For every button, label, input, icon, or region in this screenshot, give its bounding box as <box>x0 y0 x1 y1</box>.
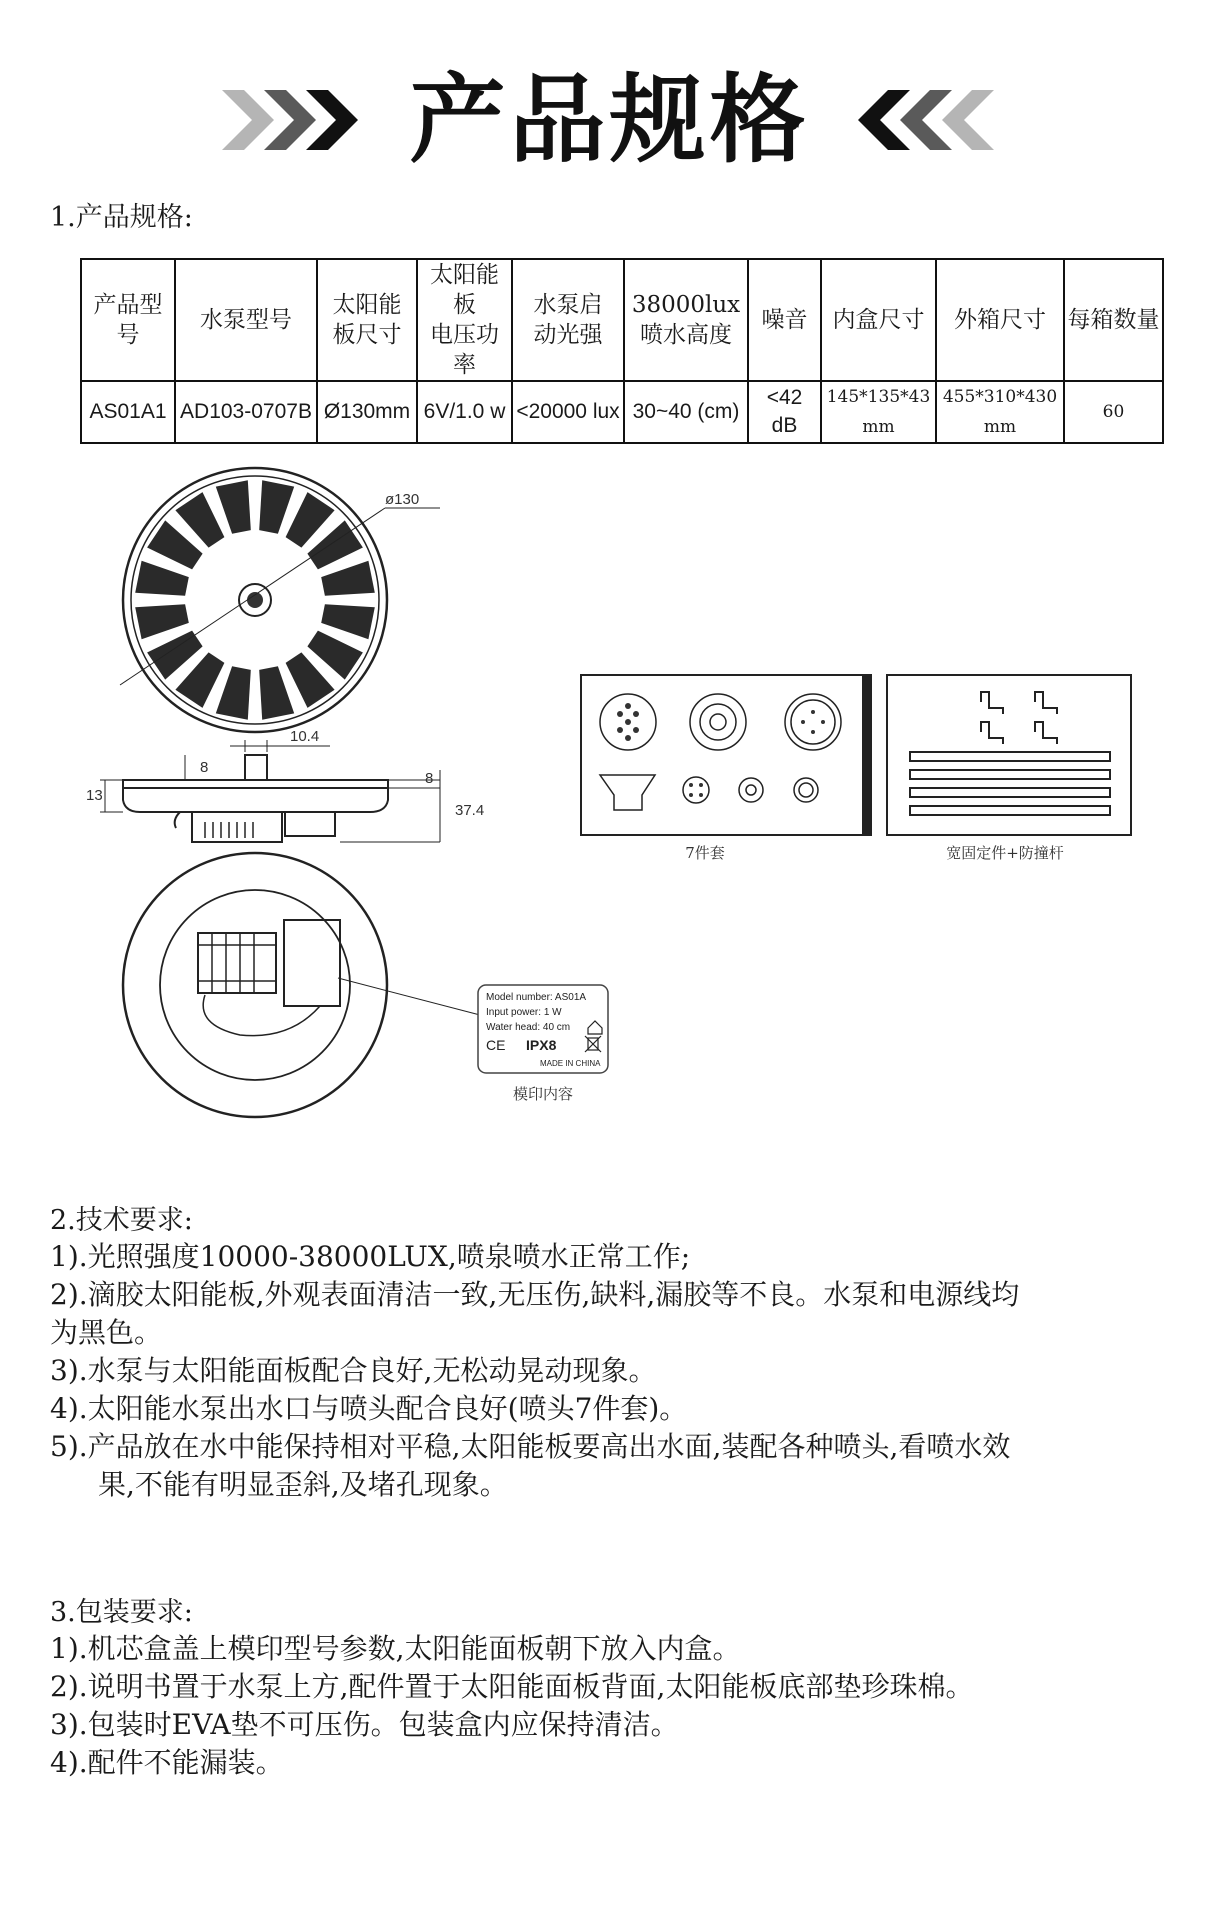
section-2-title: 2.技术要求: <box>50 1205 193 1236</box>
chevrons-left-icon <box>858 88 998 152</box>
list-item: 2).说明书置于水泵上方,配件置于太阳能面板背面,太阳能板底部垫珍珠棉。 <box>50 1670 974 1703</box>
accessories-caption: 7件套 <box>685 844 725 862</box>
mold-caption: 模印内容 <box>512 1085 574 1103</box>
label-power: Input power: 1 W <box>486 1007 562 1018</box>
dim-right-small: 8 <box>425 770 434 787</box>
table-cell: AS01A1 <box>81 381 175 443</box>
packaging-requirements <box>50 1630 1180 1782</box>
list-item: 3).包装时EVA垫不可压伤。包装盒内应保持清洁。 <box>50 1708 679 1741</box>
diameter-label: ø130 <box>385 491 420 508</box>
label-model: Model number: AS01A <box>486 992 587 1003</box>
solar-cell <box>259 480 294 534</box>
dim-top-width: 10.4 <box>290 728 320 745</box>
header-cell: 噪音 <box>748 259 821 381</box>
solar-cell <box>321 561 375 596</box>
page-title: 产品规格 <box>409 64 810 176</box>
technical-drawing <box>0 440 1219 1140</box>
table-cell: 30~40 (cm) <box>624 381 748 443</box>
bottom-view <box>123 853 480 1117</box>
list-item: 为黑色。 <box>50 1316 163 1349</box>
solar-cell <box>259 666 294 720</box>
table-cell: <20000 lux <box>512 381 624 443</box>
header-cell: 外箱尺寸 <box>936 259 1064 381</box>
header-cell: 产品型号 <box>81 259 175 381</box>
recycle-bin-icon <box>585 1036 601 1052</box>
list-item: 4).配件不能漏装。 <box>50 1746 284 1779</box>
solar-cell <box>135 604 189 639</box>
title-row <box>0 60 1219 180</box>
fixings-caption: 宽固定件+防撞杆 <box>946 844 1064 862</box>
table-cell: 455*310*430 mm <box>936 381 1064 443</box>
table-cell: Ø130mm <box>317 381 417 443</box>
tech-requirements <box>50 1238 1180 1504</box>
solar-cell <box>216 480 251 534</box>
list-item: 1).机芯盒盖上模印型号参数,太阳能面板朝下放入内盒。 <box>50 1632 741 1665</box>
table-header-row <box>81 259 1163 381</box>
header-cell: 太阳能板 电压功率 <box>417 259 512 381</box>
dim-left-small: 8 <box>200 759 209 776</box>
mold-label <box>478 985 608 1103</box>
table-cell: AD103-0707B <box>175 381 317 443</box>
side-view <box>100 740 440 842</box>
header-cell: 38000lux 喷水高度 <box>624 259 748 381</box>
list-item: 果,不能有明显歪斜,及堵孔现象。 <box>98 1468 508 1501</box>
section-1-title: 1.产品规格: <box>50 202 193 233</box>
solar-cell <box>135 561 189 596</box>
list-item: 3).水泵与太阳能面板配合良好,无松动晃动现象。 <box>50 1354 657 1387</box>
list-item: 4).太阳能水泵出水口与喷头配合良好(喷头7件套)。 <box>50 1392 688 1425</box>
table-cell: 145*135*43 mm <box>821 381 936 443</box>
table-cell: 6V/1.0 w <box>417 381 512 443</box>
accessories-box <box>581 675 871 862</box>
header-cell: 水泵启 动光强 <box>512 259 624 381</box>
label-head: Water head: 40 cm <box>486 1022 571 1033</box>
section-3-title: 3.包装要求: <box>50 1597 193 1628</box>
list-item: 1).光照强度10000-38000LUX,喷泉喷水正常工作; <box>50 1240 691 1273</box>
header-cell: 内盒尺寸 <box>821 259 936 381</box>
label-made: MADE IN CHINA <box>540 1059 601 1068</box>
label-ce: CE <box>486 1037 506 1053</box>
list-item: 2).滴胶太阳能板,外观表面清洁一致,无压伤,缺料,漏胶等不良。水泵和电源线均 <box>50 1278 1020 1311</box>
table-cell: <42 dB <box>748 381 821 443</box>
dim-total-height: 37.4 <box>455 802 485 819</box>
table-row <box>81 381 1163 443</box>
spec-table <box>80 258 1164 444</box>
list-item: 5).产品放在水中能保持相对平稳,太阳能板要高出水面,装配各种喷头,看喷水效 <box>50 1430 1011 1463</box>
fixings-box <box>887 675 1131 862</box>
header-cell: 太阳能 板尺寸 <box>317 259 417 381</box>
label-ipx: IPX8 <box>526 1037 557 1053</box>
table-cell: 60 <box>1064 381 1163 443</box>
solar-cell <box>321 604 375 639</box>
solar-cell <box>216 666 251 720</box>
header-cell: 每箱数量 <box>1064 259 1163 381</box>
dim-left-height: 13 <box>86 787 103 804</box>
header-cell: 水泵型号 <box>175 259 317 381</box>
